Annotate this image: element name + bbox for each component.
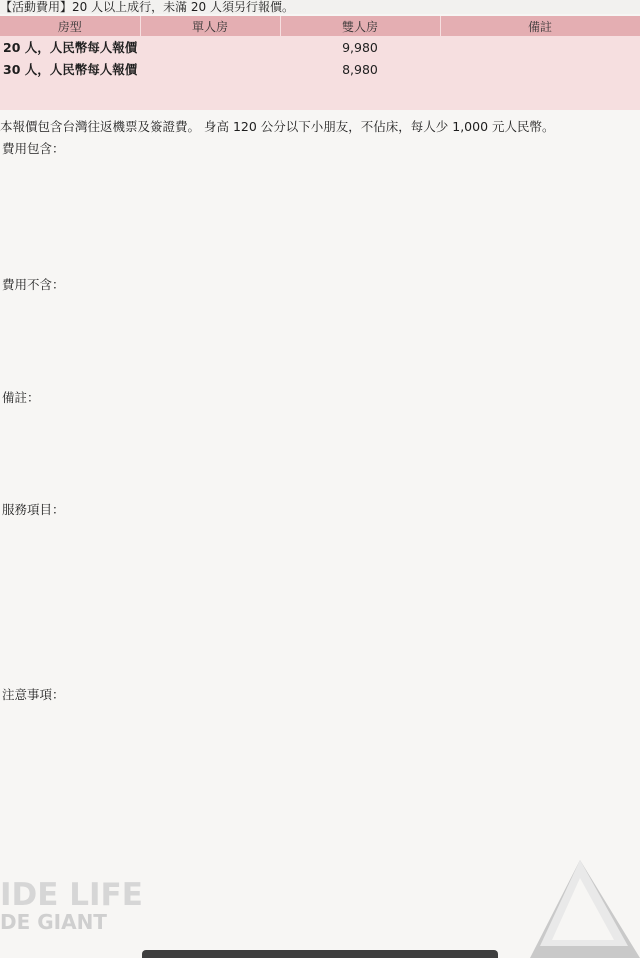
remarks-title: 備註： xyxy=(2,390,40,405)
notes-title: 注意事項： xyxy=(2,687,65,702)
services-title: 服務項目： xyxy=(2,502,65,517)
triangle-logo-icon xyxy=(510,860,640,958)
fee-table-header-row xyxy=(0,16,640,36)
row-label: 30 人，人民幣每人報價 xyxy=(3,62,138,77)
remark-cell xyxy=(440,58,640,80)
excluded-title: 費用不含： xyxy=(2,277,65,292)
watermark-line2: DE GIANT xyxy=(0,910,107,934)
col-double-room: 雙人房 xyxy=(280,16,440,36)
table-spacer-row xyxy=(0,80,640,110)
remark-cell xyxy=(440,36,640,58)
included-title: 費用包含： xyxy=(2,141,65,156)
intro-text: 本報價包含台灣往返機票及簽證費。 身高 120 公分以下小朋友，不佔床，每人少 1,000 元人民幣。 xyxy=(0,119,555,134)
home-indicator-bar xyxy=(142,950,498,958)
watermark-line1: IDE LIFE xyxy=(0,877,143,913)
fee-header: 【活動費用】20 人以上成行，未滿 20 人須另行報價。 xyxy=(0,0,640,14)
single-price xyxy=(140,58,280,80)
col-remarks: 備註 xyxy=(440,16,640,36)
table-row xyxy=(0,58,640,80)
double-price: 9,980 xyxy=(342,39,378,55)
row-label: 20 人，人民幣每人報價 xyxy=(3,40,138,55)
table-row xyxy=(0,36,640,58)
single-price xyxy=(140,36,280,58)
col-single-room: 單人房 xyxy=(140,16,280,36)
fee-table xyxy=(0,16,640,110)
double-price: 8,980 xyxy=(342,61,378,77)
col-room-type: 房型 xyxy=(0,16,140,36)
